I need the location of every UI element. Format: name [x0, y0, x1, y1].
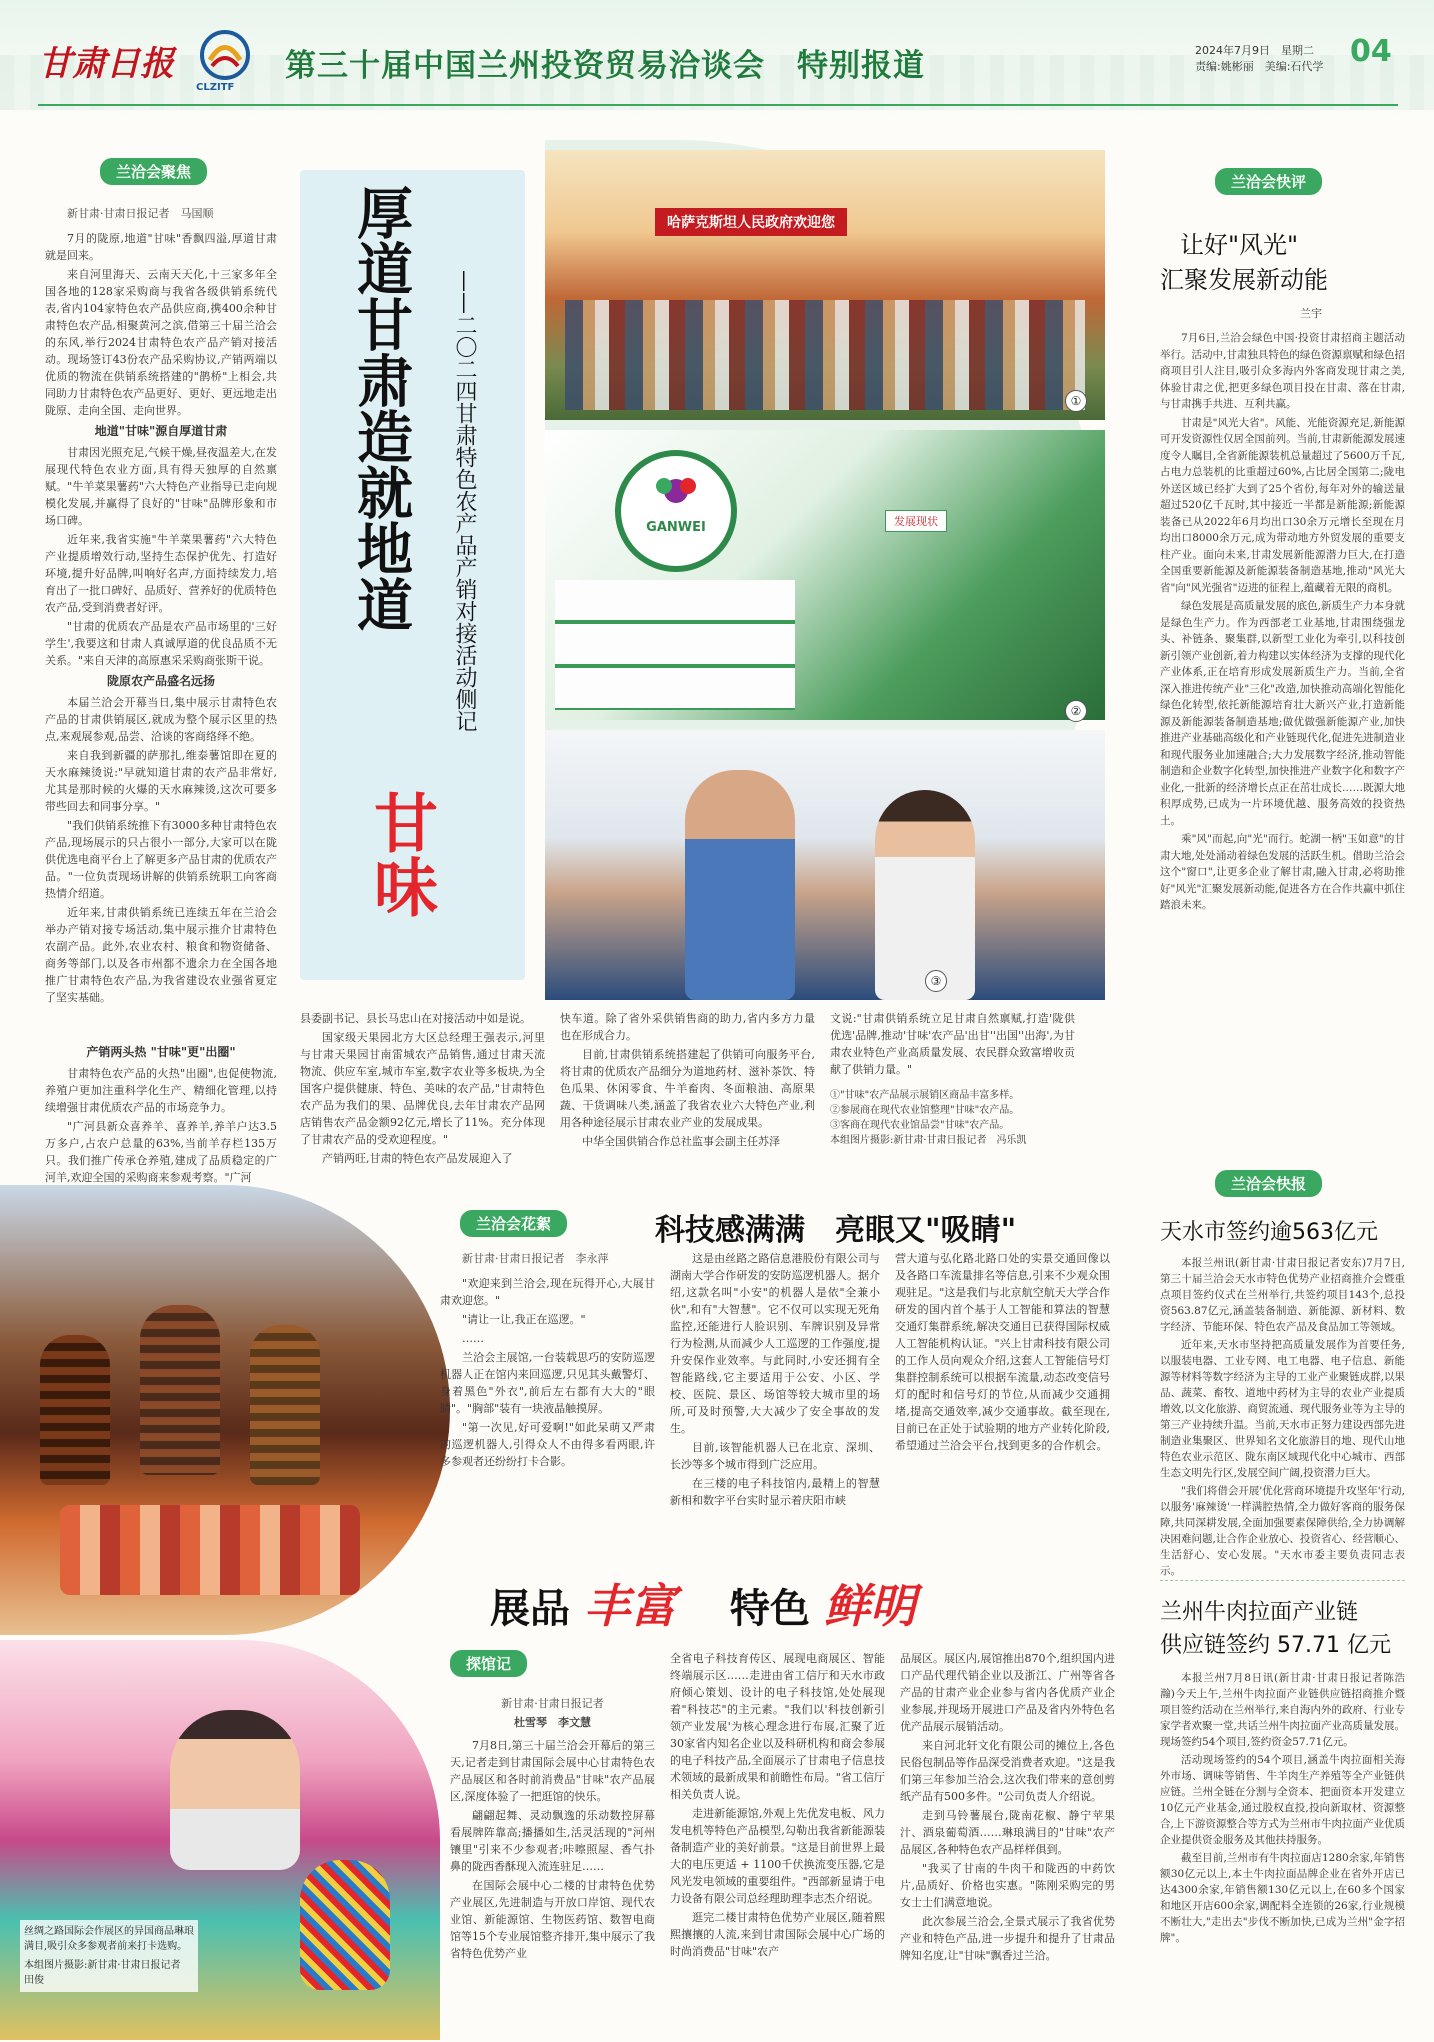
- photo-tasting: [545, 730, 1105, 1000]
- photo-caption: ③客商在现代农业馆品尝"甘味"农产品。: [830, 1120, 1010, 1131]
- brief2-body: [1160, 1670, 1405, 2030]
- tech-col-3: [895, 1250, 1110, 1590]
- article-paragraph: 7月的陇原,地道"甘味"香飘四溢,厚道甘肃就是回来。: [45, 232, 277, 262]
- article-paragraph: 产销两旺,甘肃的特色农产品发展迎入了: [322, 1152, 513, 1165]
- article-paragraph: 绿色发展是高质量发展的底色,新质生产力本身就是绿色生产力。作为西部老工业基地,甘肃围绕强龙头、补链条、聚集群,以新型工业化为牵引,以科技创新引领产业创新,着力构建以实体经济为支撑的现代化产业体系,正在培育形成发展新质生产力。当前,全省深入推进传统产业"三化"改造,加快推动高端化智能化绿色化转型,依托新能源培育壮大新兴产业,打造新能源及新能源装备制造基地;做优做强新能源产业,加快推进产业基础高级化和产业链现代化,促进先进制造业和现代服务业加速融合;大力发展数字经济,推动智能制造和企业数字化转型,加快推进产业数字化和数字产业化,一批新的经济增长点正在茁壮成长……既源大地积厚成势,已成为一片环境优越、服务高效的投资热土。: [1160, 600, 1405, 827]
- article-paragraph: 本届兰洽会开幕当日,集中展示甘肃特色农产品的甘肃供销展区,就成为整个展示区里的热点,来观展参观,品尝、洽谈的客商络绎不绝。: [45, 696, 277, 743]
- explore-col-3: [900, 1650, 1115, 2035]
- article-paragraph: 截至目前,兰州市有牛肉拉面店1280余家,年销售额30亿元以上,本土牛肉拉面品牌企业在省外开店已达4300余家,年销售额130亿元以上,在60多个国家和地区开店600余家,调配料全连锁的26家,行业规模不断壮大,"走出去"步伐不断加快,已成为兰州"金字招牌"。: [1160, 1852, 1405, 1944]
- person-shape: [875, 790, 975, 1000]
- commentary-title-1: 让好"风光": [1180, 231, 1299, 259]
- article-paragraph: "第一次见,好可爱啊!"如此呆萌又严肃的巡逻机器人,引得众人不由得多看两眼,许多参观者还纷纷打卡合影。: [440, 1421, 655, 1468]
- commentary-title-2: 汇聚发展新动能: [1160, 266, 1328, 294]
- explore-title-d: 鲜明: [823, 1579, 916, 1633]
- article-paragraph: 乘"风"而起,向"光"而行。蛇湖一柄"玉如意"的甘肃大地,处处涌动着绿色发展的活跃生机。借助兰洽会这个"窗口",让更多企业了解甘肃,融入甘肃,必将助推好"风光"汇聚发展新动能,促进各方在合作共赢中抓住踏浪未来。: [1160, 833, 1405, 911]
- grape-icon: [648, 466, 704, 516]
- article-paragraph: 县委副书记、县长马忠山在对接活动中如是说。: [300, 1012, 531, 1025]
- article-paragraph: 翩翩起舞、灵动飘逸的乐动数控屏幕看展牌阵靠高;播播如生,活灵活现的"河州镶里"引来不少参观者;咔嚓照屋、香气扑鼻的陇西香酥现入流连驻足……: [450, 1809, 655, 1873]
- article-paragraph: 文说:"甘肃供销系统立足甘肃自然禀赋,打造'陇供优选'品牌,推动'甘味'农产品'出甘''出国''出海',为甘肃农业特色产业高质量发展、农民群众致富增收贡献了供销力量。": [830, 1012, 1075, 1076]
- date-line: 2024年7月9日 星期二: [1195, 44, 1314, 57]
- article-paragraph: 中华全国供销合作总社监事会副主任苏泽: [582, 1135, 780, 1148]
- explore-photo-caption: [20, 1920, 198, 1992]
- drum-shape: [40, 1335, 110, 1485]
- editor-line: 责编:姚彬丽 美编:石代学: [1195, 60, 1324, 73]
- ganwei-logo: [615, 450, 737, 572]
- section-tag-tech: 兰洽会花絮: [460, 1210, 567, 1237]
- explore-title-b: 丰富: [583, 1579, 676, 1633]
- article-paragraph: 在国际会展中心二楼的甘肃特色优势产业展区,先进制造与开放口岸馆、现代农业馆、新能源馆、生物医药馆、数智电商馆等15个专业展馆整齐排开,集中展示了我省特色优势产业: [450, 1879, 655, 1960]
- article-paragraph: 本报兰州讯(新甘肃·甘肃日报记者安东)7月7日,第三十届兰洽会天水市特色优势产业招商推介会暨重点项目签约仪式在兰州举行,共签约项目143个,总投资563.87亿元,涵盖装备制造、新能源、新材料、数字经济、节能环保、特色农产品及食品加工等领域。: [1160, 1257, 1405, 1333]
- feature-col-1: [45, 205, 277, 1035]
- drums-photo-circle: [0, 1185, 450, 1635]
- masthead: [0, 0, 1434, 120]
- section-subhead: 陇原农产品盛名远扬: [106, 674, 215, 688]
- feature-col-1b: [45, 1040, 277, 1184]
- article-paragraph: 来自河里海天、云南天天化,十三家多年全国各地的128家采购商与我省各级供销系统代表,省内104家特色农产品供应商,携400余种甘肃特色农产品,相聚黄河之滨,借第三十届兰洽会的东风,举行2024甘肃特色农产品产销对接活动。现场签订43份农产品采购协议,产销两端以优质的物流在供销系统搭建的"鹊桥"上相会,共同助力甘肃特色农产品更好、更好、更远地走出陇原、走向全国、走向世界。: [45, 268, 277, 417]
- article-paragraph: "我们供销系统推下有3000多种甘肃特色农产品,现场展示的只占很小一部分,大家可以在陇供优选电商平台上了解更多产品甘肃的优质农产品。"一位负责现场讲解的供销系统职工向客商热情介绍道。: [45, 819, 277, 900]
- masthead-rule: [38, 104, 1398, 106]
- photo-captions: [830, 1088, 1075, 1148]
- section-tag-commentary: 兰洽会快评: [1215, 168, 1322, 195]
- tech-byline: 新甘肃·甘肃日报记者 李永萍: [462, 1252, 609, 1265]
- article-paragraph: 近年来,我省实施"牛羊菜果薯药"六大特色产业提质增效行动,坚持生态保护优先、打造好环境,提升好品牌,叫响好名声,方面持续发力,培育出了一批口碑好、品质好、营养好的优质特色农产品,受到消费者好评。: [45, 533, 277, 614]
- explore-byline: 杜雪琴 李文慧: [514, 1716, 591, 1729]
- booth-banner: 哈萨克斯坦人民政府欢迎您: [655, 208, 847, 236]
- beaded-vase-shape: [300, 1860, 390, 1990]
- brief1-title: 天水市签约逾563亿元: [1160, 1220, 1378, 1245]
- event-abbr: CLZITF: [196, 82, 235, 93]
- explore-title-a: 展品: [490, 1585, 570, 1632]
- article-paragraph: "我们将借会开展'优化营商环境提升攻坚年'行动,以服务'麻辣烫'一样满腔热情,全力做好客商的服务保障,共同深耕发展,全面加强要素保障供给,全力协调解决困难问题,让合作企业放心、投资省心、经营顺心、生活舒心、安心发展。"天水市委主要负责同志表示。: [1160, 1485, 1405, 1577]
- article-paragraph: 营大道与弘化路北路口处的实景交通回像以及各路口车流量排名等信息,引来不少观众围观驻足。"这是我们与北京航空航天大学合作研发的国内首个基于人工智能和算法的智慧交通灯集群系统,解决交通目已获得国际权威人工智能机构认证。"兴上甘肃科技有限公司的工作人员向观众介绍,这套人工智能信号灯集群控制系统可以根据车流量,动态改变信号灯的配时和信号灯的节位,从而减少交通拥堵,提高交通效率,减少交通事故。截至现在,目前已在正处于试验期的地方产业转化阶段,希望通过兰洽会平台,找到更多的合作机会。: [895, 1252, 1110, 1452]
- tech-title: 科技感满满 亮眼又"吸睛": [655, 1213, 1017, 1248]
- photo-number: ①: [1065, 390, 1087, 412]
- article-paragraph: 国家级天果园北方大区总经理王强表示,河里与甘肃天果园甘南雷城农产品销售,通过甘肃天流物流、供应车室,城市车室,数字农业等多板块,为全国客户提供健康、特色、美味的农产品,"甘肃特色农产品为我们的果、品牌优良,去年甘肃农产品网店销售农产品金额92亿元,增长了11%。充分体现了甘肃农产品的受欢迎程度。": [300, 1031, 545, 1146]
- section-tag-explore: 探馆记: [450, 1650, 527, 1677]
- article-paragraph: "我买了甘南的牛肉干和陇西的中药饮片,品质好、价格也实惠。"陈刚采购完的男女士士们满意地说。: [900, 1862, 1115, 1909]
- section-subhead: 产销两头热 "甘味"更"出圈": [86, 1045, 236, 1059]
- feature-headline: 厚道甘肃造就地道: [348, 184, 414, 632]
- article-paragraph: 快车道。除了省外采供销售商的助力,省内多方力量也在形成合力。: [560, 1012, 815, 1042]
- person-shape: [685, 770, 795, 1000]
- event-logo-icon: [200, 30, 250, 80]
- commentary-body: [1160, 330, 1405, 1120]
- page-number: 04: [1350, 34, 1392, 69]
- article-paragraph: 甘肃是"风光大省"。风能、光能资源充足,新能源可开发资源性仅居全国前列。当前,甘肃新能源发展速度令人瞩目,全省新能源装机总量超过了5600万千瓦,占电力总装机的比重超过60%,占比居全国第二;陇电外送区域已经扩大到了25个省份,每年对外的输送量超过520亿千瓦时,其中接近一半都是新能源;新能源装备已从2022年6月均出口30余万元增长至现在月均出口8000余万元,成为带动地方外贸发展的重要支柱产业。面向未来,甘肃发展新能源潜力巨大,在打造全国重要新能源及新能源装备制造基地,推动"风光大省"向"风光强省"迈进的征程上,蕴藏着无限的商机。: [1160, 416, 1405, 594]
- display-panel-title: 发展现状: [885, 510, 947, 532]
- commentary-author: 兰宇: [1300, 307, 1322, 320]
- section-tag-focus: 兰洽会聚焦: [100, 158, 207, 185]
- crowd-shape: [565, 300, 1085, 410]
- photo-number: ②: [1065, 700, 1087, 722]
- article-paragraph: 在三楼的电子科技馆内,最精上的智慧新相和数字平台实时显示着庆阳市峡: [670, 1477, 880, 1507]
- article-paragraph: 甘肃特色农产品的火热"出圈",也促使物流,养殖户更加注重科学化生产、精细化管理,以持续增强甘肃优质农产品的市场竞争力。: [45, 1067, 277, 1114]
- article-paragraph: "广河县新众喜养羊、喜养羊,养羊户达3.5万多户,占农户总量的63%,当前羊存栏135万只。我们推广传承仓养殖,建成了品质稳定的广河羊,欢迎全国的采购商来参观考察。"广河: [45, 1120, 277, 1184]
- feature-byline: 新甘肃·甘肃日报记者 马国顺: [67, 207, 214, 220]
- photo-credit: 本组图片摄影:新甘肃·甘肃日报记者 冯乐凯: [830, 1135, 1027, 1146]
- article-paragraph: "甘肃的优质农产品是农产品市场里的'三好学生',我要这和甘肃人真诚厚道的优良品质不无关系。"来自天津的高原惠采采购商张斯干说。: [45, 620, 277, 667]
- product-shelves: [555, 580, 795, 710]
- article-paragraph: "请让一让,我正在巡逻。": [462, 1313, 586, 1326]
- photo-ganwei-shelf: [545, 430, 1105, 720]
- article-paragraph: 兰洽会主展馆,一台装载思巧的安防巡逻机器人正在馆内来回巡逻,只见其头戴警灯、身着黑色"外衣",前后左右都有大大的"眼睛"。"胸部"装有一块液晶触摸屏。: [440, 1351, 655, 1415]
- photo-collage-circle: [545, 140, 1105, 1000]
- divider: [1160, 1580, 1405, 1581]
- photo-credit: 本组图片摄影:新甘肃·甘肃日报记者 田俊: [24, 1960, 191, 1986]
- photo-caption: 丝绸之路国际会作展区的异国商品琳琅满目,吸引众多参观者前来打卡选购。: [24, 1926, 194, 1952]
- explore-col-2: [670, 1650, 885, 2035]
- article-paragraph: 目前,该智能机器人已在北京、深圳、长沙等多个城市得到广泛应用。: [670, 1441, 880, 1471]
- photo-caption: ②参展商在现代农业馆整理"甘味"农产品。: [830, 1105, 1020, 1116]
- feature-col-2: [300, 1010, 545, 1170]
- article-paragraph: 近年来,甘肃供销系统已连续五年在兰洽会举办产销对接专场活动,集中展示推介甘肃特色农副产品。此外,农业农村、粮食和物资储备、商务等部门,以及各市州都不遗余力在全国各地推广甘肃特色农产品,为我省建设农业强省夏定了坚实基础。: [45, 906, 277, 1004]
- section-tag-brief: 兰洽会快报: [1215, 1170, 1322, 1197]
- drum-shape: [60, 1505, 360, 1595]
- section-subhead: 地道"甘味"源自厚道甘肃: [94, 424, 228, 438]
- article-paragraph: 甘肃因光照充足,气候干燥,昼夜温差大,在发展现代特色农业方面,具有得天独厚的自然禀赋。"牛羊菜果薯药"六大特色产业指导已走向规模化发展,并赢得了良好的"甘味"品牌形象和市场口碑。: [45, 446, 277, 527]
- feature-col-4: [830, 1010, 1075, 1170]
- article-paragraph: 全省电子科技育传区、展现电商展区、智能终端展示区……走进由省工信厅和天水市政府倾心策划、设计的电子科技馆,处处展现着"科技芯"的主元素。"我们以'科技创新引领产业发展'为核心理念进行布展,汇聚了近30家省内知名企业以及科研机构和商会参展的电子科技产品,全面展示了甘肃电子信息技术领域的最新成果和前瞻性布局。"省工信厅相关负责人说。: [670, 1652, 885, 1801]
- article-paragraph: 这是由丝路之路信息港股份有限公司与湖南大学合作研发的安防巡逻机器人。据介绍,这款名叫"小安"的机器人是依"全兼小伙",和有"大智慧"。它不仅可以实现无死角监控,还能进行人脸识别、车牌识别及异常行为检测,从而减少人工巡逻的工作强度,提升安保作业效率。与此同时,小安还拥有全智能路线,它主要适用于公安、小区、学校、医院、景区、场馆等较大城市里的场所,可及时预警,大大减少了安全事故的发生。: [670, 1252, 880, 1435]
- photo-caption: ①"甘味"农产品展示展销区商品丰富多样。: [830, 1090, 1020, 1101]
- article-paragraph: 近年来,天水市坚持把高质量发展作为首要任务,以服装电器、工业专网、电工电器、电子信息、新能源等材料等数字经济为主导的工业产业聚链成群,以果品、蔬菜、畜牧、道地中药材为主导的农业产业提质增效,以文化旅游、商贸流通、现代服务业等为主导的第三产业持续升温。当前,天水市正努力建设西部先进制造业集聚区、世界知名文化旅游目的地、现代山地特色农业示范区、陇东南区域现代化中心城市、西部生态文明先行区,发展空间广阔,投资潜力巨大。: [1160, 1339, 1405, 1479]
- photo-number: ③: [925, 970, 947, 992]
- article-paragraph: 逛完二楼甘肃特色优势产业展区,随着熙熙攘攘的人流,来到甘肃国际会展中心广场的时尚消费品"甘味"农产: [670, 1911, 885, 1958]
- article-paragraph: 来自我到新疆的萨那扎,维泰薯馆即在夏的天水麻辣烫说:"早就知道甘肃的农产品非常好,尤其是那时候的火爆的天水麻辣烫,这次可要多带些回去和同事分享。": [45, 749, 277, 813]
- brief1-body: [1160, 1255, 1405, 1577]
- explore-byline: 新甘肃·甘肃日报记者: [501, 1697, 604, 1710]
- brief2-title-line1: 兰州牛肉拉面产业链: [1160, 1600, 1359, 1625]
- banner-title: 第三十届中国兰州投资贸易洽谈会 特别报道: [285, 48, 925, 84]
- article-paragraph: 此次参展兰洽会,全景式展示了我省优势产业和特色产品,进一步提升和提升了甘肃品牌知名度,让"甘味"飘香过兰洽。: [900, 1915, 1115, 1962]
- tech-col-1: [440, 1250, 655, 1590]
- feature-headline-emph: 甘味: [363, 790, 438, 918]
- explore-title: [490, 1570, 916, 1636]
- explore-title-c: 特色: [729, 1585, 810, 1632]
- article-paragraph: ……: [462, 1332, 484, 1345]
- article-paragraph: 7月6日,兰洽会绿色中国·投资甘肃招商主题活动举行。活动中,甘肃独具特色的绿色资源禀赋和绿色招商项目引人注目,吸引众多海内外客商发现甘肃之美,体验甘肃之优,把更多绿色项目投在甘肃、落在甘肃,与甘肃携手共进、互利共赢。: [1160, 332, 1405, 410]
- drum-shape: [250, 1325, 320, 1485]
- article-paragraph: 品展区。展区内,展馆推出870个,组织国内进口产品代理代销企业以及浙江、广州等省各产品的甘肃产业企业参与省内各优质产业企业参展,并现场开展进口产品及省内外特色名优产品展示展销活动。: [900, 1652, 1115, 1733]
- article-paragraph: "欢迎来到兰洽会,现在玩得开心,大展甘肃欢迎您。": [440, 1277, 655, 1307]
- feature-col-3: [560, 1010, 815, 1170]
- ganwei-logo-text: GANWEI: [646, 520, 706, 535]
- article-paragraph: 目前,甘肃供销系统搭建起了供销可向服务平台,将甘肃的优质农产品细分为道地药材、滋补茶饮、特色瓜果、休闲零食、牛羊畜肉、冬面粮油、高原果蔬、干货调味八类,涵盖了我省农业六大特色产业,利用各种途径展示甘肃农业产业的发展成果。: [560, 1048, 815, 1129]
- drum-shape: [140, 1305, 220, 1475]
- explore-col-1: [450, 1695, 655, 2035]
- child-shape: [170, 1710, 300, 1870]
- article-paragraph: 7月8日,第三十届兰洽会开幕后的第三天,记者走到甘肃国际会展中心甘肃特色农产品展区和各时前消费品"甘味"农产品展区,深度体验了一把逛馆的快乐。: [450, 1739, 655, 1803]
- feature-subhead: ——二〇二四甘肃特色农产品产销对接活动侧记: [452, 270, 477, 732]
- paper-logo: 甘肃日报: [38, 44, 174, 84]
- tech-col-2: [670, 1250, 880, 1590]
- brief2-title-line2: 供应链签约 57.71 亿元: [1160, 1633, 1391, 1658]
- article-paragraph: 走到马铃薯展台,陇南花椒、静宁苹果汁、酒泉葡萄酒……琳琅满目的"甘味"农产品展区,各种特色农产品样样俱到。: [900, 1809, 1115, 1856]
- article-paragraph: 来自河北轩文化有限公司的摊位上,各色民俗包制品等作品深受消费者欢迎。"这是我们第三年参加兰洽会,这次我们带来的意创剪纸产品有500多件。"公司负责人介绍说。: [900, 1739, 1115, 1803]
- feature-headline-box: [300, 170, 525, 980]
- photo-expo-booth: [545, 150, 1105, 420]
- article-paragraph: 活动现场签约的54个项目,涵盖牛肉拉面相关海外市场、调味等销售、牛羊肉生产养殖等全产业链供应链。兰州全链在分割与全资本、把面资本开发建立10亿元产业基金,通过股权直投,投向新取材、资源整合,上下游资源整合等方式为兰州市牛肉拉面产业优质企业提供资金服务及其他扶持服务。: [1160, 1754, 1405, 1846]
- article-paragraph: 走进新能源馆,外观上先优发电板、风力发电机等特色产品模型,勾勒出我省新能源装备制造产业的美好前景。"这是目前世界上最大的电压更适 + 1100千伏换流变压器,它是风光发电领域的重要组件。"西部新显请于电力设备有限公司总经理助理李志杰介绍说。: [670, 1807, 885, 1905]
- article-paragraph: 本报兰州7月8日讯(新甘肃·甘肃日报记者陈浩瀚)今天上午,兰州牛肉拉面产业链供应链招商推介暨项目签约活动在兰州举行,来自海内外的政府、行业专家学者欢聚一堂,共话兰州牛肉拉面产业高质量发展。现场签约54个项目,签约资金57.71亿元。: [1160, 1672, 1405, 1748]
